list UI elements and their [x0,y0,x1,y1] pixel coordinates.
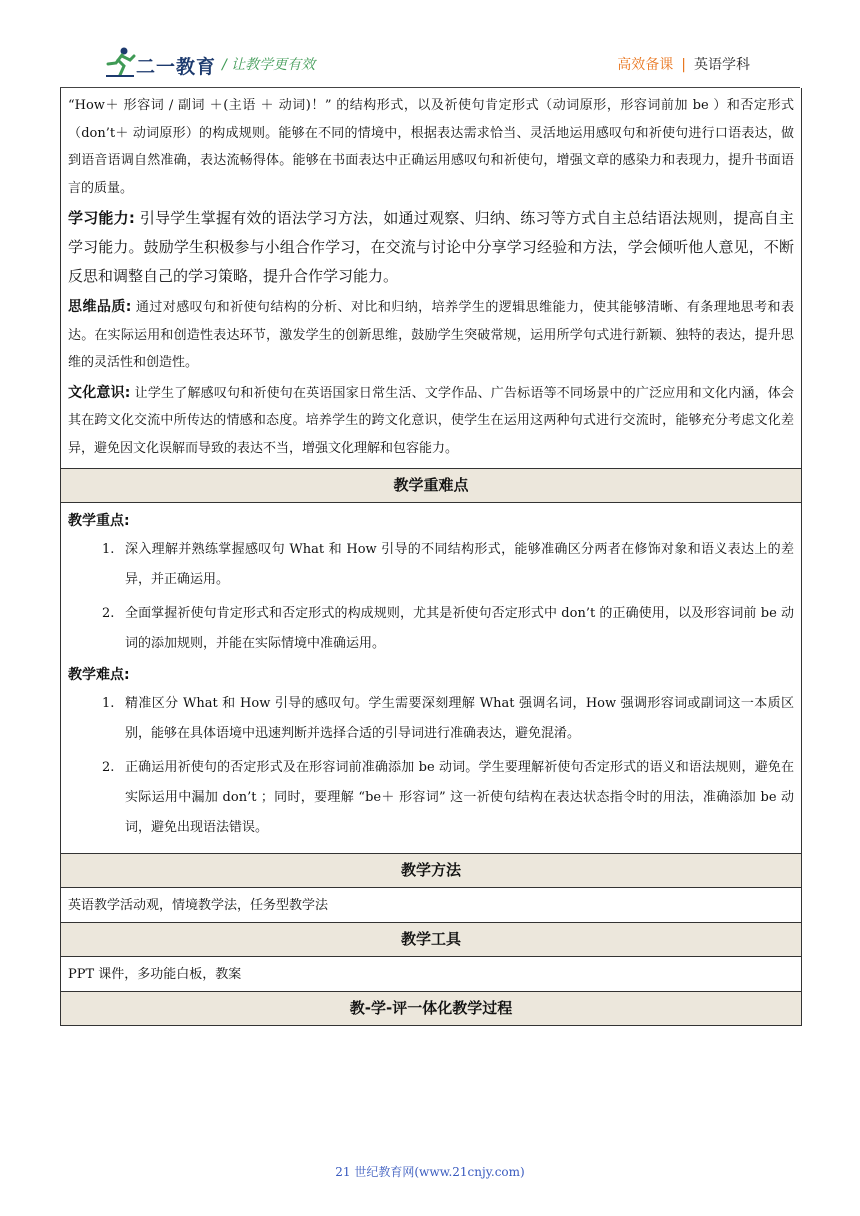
header-separator: | [681,57,686,73]
process-heading: 教-学-评一体化教学过程 [61,992,801,1026]
header-subject [617,54,750,74]
logo [104,46,234,80]
difficulty-list [68,689,794,843]
key-points-cell [61,503,801,854]
page-header [60,40,800,88]
thinking-quality-label: 思维品质: [68,299,132,315]
cultural-awareness [68,380,794,463]
methods-heading: 教学方法 [61,854,801,888]
lesson-plan-table [60,88,802,1026]
list-item-text: 精准区分 What 和 How 引导的感叹句。学生需要深刻理解 What 强调名词，How 强调形容词或副词这一本质区别，能够在具体语境中迅速判断并选择合适的引导词进行准确表达，避免混淆。 [125,696,794,741]
list-item-text: 正确运用祈使句的否定形式及在形容词前准确添加 be 动词。学生要理解祈使句否定形式的语义和语法规则，避免在实际运用中漏加 don’t ；同时，要理解 “be＋ 形容词” 这一祈使句结构在表达状态指令时的用法，准确添加 be 动词，避免出现语法错误。 [125,760,794,835]
thinking-quality [68,294,794,377]
learning-ability [68,204,794,291]
list-item-text: 深入理解并熟练掌握感叹句 What 和 How 引导的不同结构形式，能够准确区分两者在修饰对象和语义表达上的差异，并正确运用。 [125,542,794,587]
logo-text: 二一教育 [136,56,217,78]
key-points-heading: 教学重难点 [61,469,801,503]
list-item [68,599,794,659]
objectives-intro: “How＋ 形容词 / 副词 ＋(主语 ＋ 动词)！” 的结构形式，以及祈使句肯定形式（动词原形，形容词前加 be ）和否定形式（don’t＋ 动词原形）的构成规则。能够在不同的情境中，根据表达需求恰当、灵活地运用感叹句和祈使句进行口语表达，做到语音语调自然准确，表达流畅得体。能够在书面表达中正确运用感叹句和祈使句，增强文章的感染力和表现力，提升书面语言的质量。 [68,98,794,196]
focus-list [68,535,794,659]
methods-text: 英语教学活动观，情境教学法，任务型教学法 [61,888,801,923]
list-item [68,689,794,749]
list-item-number: 2. [102,606,115,621]
runner-logo-icon [104,46,138,78]
list-item-text: 全面掌握祈使句肯定形式和否定形式的构成规则，尤其是祈使句否定形式中 don’t 的正确使用，以及形容词前 be 动词的添加规则，并能在实际情境中准确运用。 [125,606,794,651]
focus-label: 教学重点: [68,513,130,529]
list-item-number: 1. [102,696,115,711]
tools-heading: 教学工具 [61,923,801,957]
learning-ability-label: 学习能力: [68,209,135,227]
list-item-number: 1. [102,542,115,557]
objectives-cell [61,88,801,469]
page-footer: 21 世纪教育网(www.21cnjy.com) [335,1165,525,1179]
cultural-awareness-text: 让学生了解感叹句和祈使句在英语国家日常生活、文学作品、广告标语等不同场景中的广泛应用和文化内涵，体会其在跨文化交流中所传达的情感和态度。培养学生的跨文化意识，使学生在运用这两种句式进行交流时，能够充分考虑文化差异，避免因文化误解而导致的表达不当，增强文化理解和包容能力。 [68,385,794,456]
header-subject-name: 英语学科 [694,57,750,73]
cultural-awareness-label: 文化意识: [68,384,131,401]
list-item [68,753,794,843]
thinking-quality-text: 通过对感叹句和祈使句结构的分析、对比和归纳，培养学生的逻辑思维能力，使其能够清晰、有条理地思考和表达。在实际运用和创造性表达环节，激发学生的创新思维，鼓励学生突破常规，运用所学句式进行新颖、独特的表达，提升思维的灵活性和创造性。 [68,300,794,370]
difficulty-label: 教学难点: [68,667,130,683]
list-item-number: 2. [102,760,115,775]
slogan: / 让教学更有效 [222,57,316,73]
tools-text: PPT 课件，多功能白板，教案 [61,957,801,992]
learning-ability-text: 引导学生掌握有效的语法学习方法，如通过观察、归纳、练习等方式自主总结语法规则，提高自主学习能力。鼓励学生积极参与小组合作学习，在交流与讨论中分享学习经验和方法，学会倾听他人意见，不断反思和调整自己的学习策略，提升合作学习能力。 [68,209,794,285]
list-item [68,535,794,595]
header-tag: 高效备课 [617,57,674,73]
